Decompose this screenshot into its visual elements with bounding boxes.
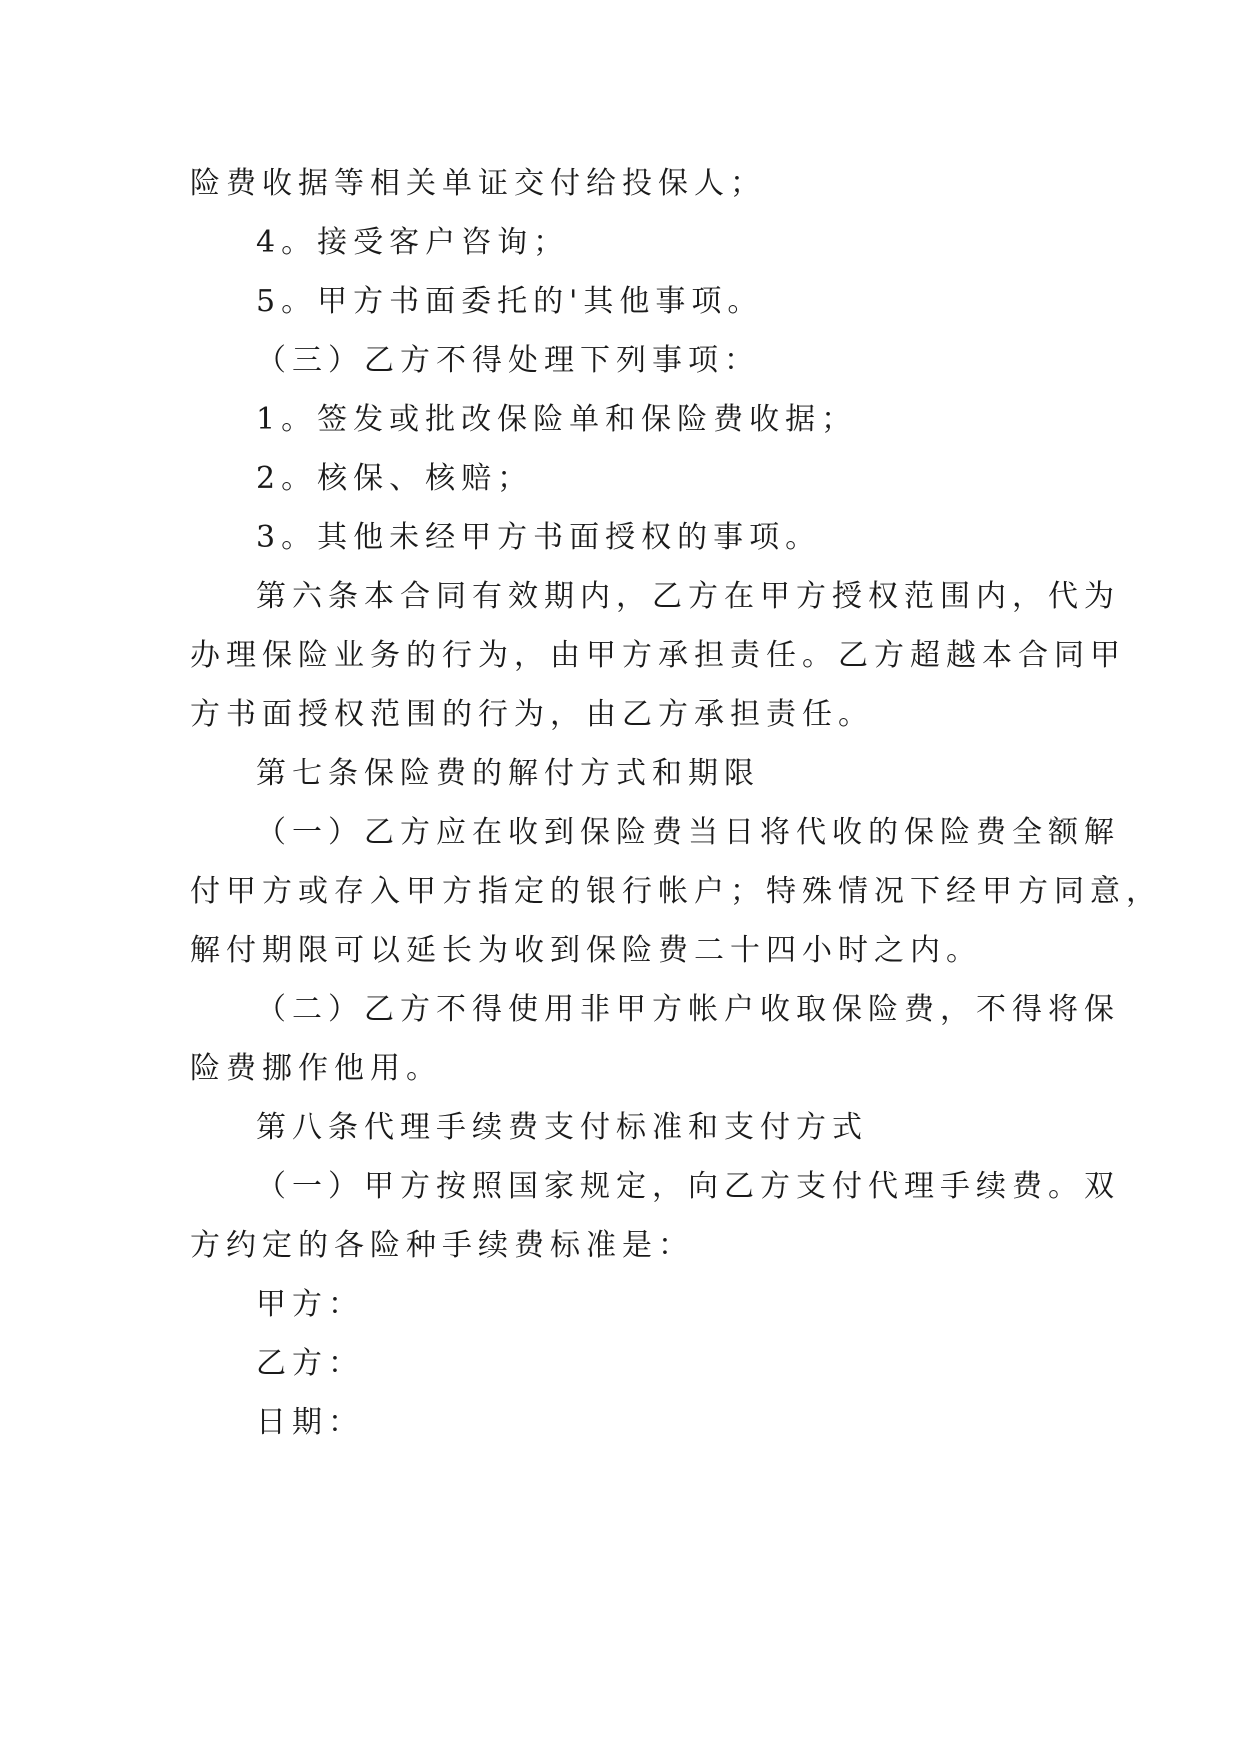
text-line: 第六条本合同有效期内，乙方在甲方授权范围内，代为 — [256, 579, 1120, 614]
text-line: 3。其他未经甲方书面授权的事项。 — [256, 520, 822, 555]
text-line: 4。接受客户咨询； — [256, 225, 570, 260]
signature-label-party-a: 甲方： — [256, 1287, 364, 1322]
text-line: （一）乙方应在收到保险费当日将代收的保险费全额解 — [256, 815, 1120, 850]
text-line: 付甲方或存入甲方指定的银行帐户；特殊情况下经甲方同意， — [190, 874, 1162, 909]
signature-label-party-b: 乙方： — [256, 1346, 364, 1381]
text-line: 险费挪作他用。 — [190, 1051, 442, 1086]
text-line: 方约定的各险种手续费标准是： — [190, 1228, 694, 1263]
text-line: 办理保险业务的行为，由甲方承担责任。乙方超越本合同甲 — [190, 638, 1126, 673]
signature-label-date: 日期： — [256, 1405, 364, 1440]
text-line: 第八条代理手续费支付标准和支付方式 — [256, 1110, 868, 1145]
text-line: 第七条保险费的解付方式和期限 — [256, 756, 760, 791]
text-line: （一）甲方按照国家规定，向乙方支付代理手续费。双 — [256, 1169, 1120, 1204]
text-line: 1。签发或批改保险单和保险费收据； — [256, 402, 858, 437]
text-line: 方书面授权范围的行为，由乙方承担责任。 — [190, 697, 874, 732]
text-line: （二）乙方不得使用非甲方帐户收取保险费，不得将保 — [256, 992, 1120, 1027]
text-line: 解付期限可以延长为收到保险费二十四小时之内。 — [190, 933, 982, 968]
text-line: 5。甲方书面委托的'其他事项。 — [256, 284, 764, 319]
text-line: 险费收据等相关单证交付给投保人； — [190, 166, 766, 201]
text-line: 2。核保、核赔； — [256, 461, 534, 496]
text-line: （三）乙方不得处理下列事项： — [256, 343, 760, 378]
